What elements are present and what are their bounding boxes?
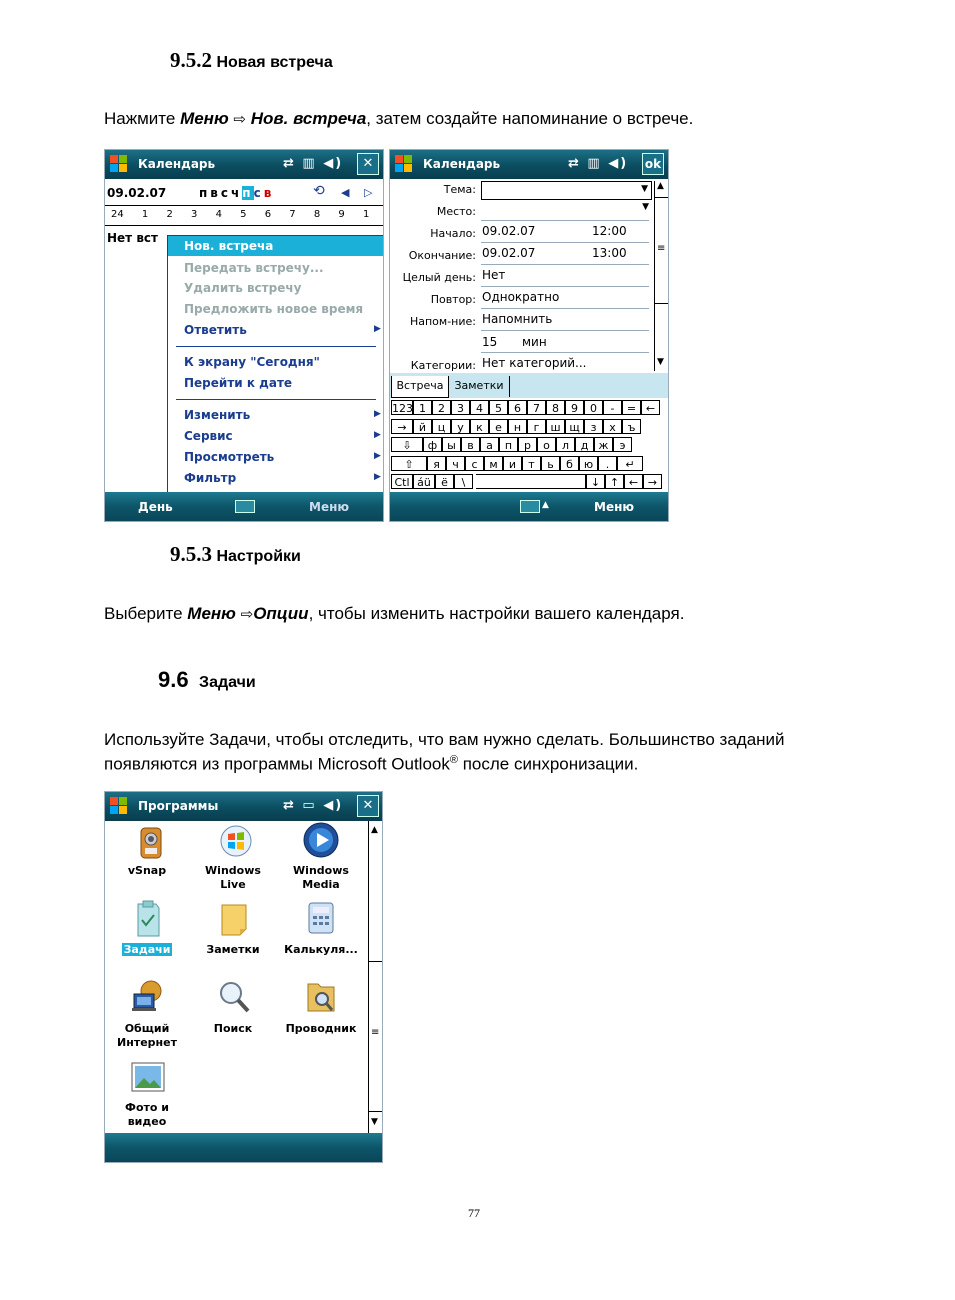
keyboard-key[interactable]: т	[522, 456, 541, 471]
keyboard-key[interactable]: е	[489, 419, 508, 434]
windows-media-icon[interactable]	[303, 822, 333, 856]
grip-icon: ≡	[371, 1027, 380, 1038]
app-label: Заметки	[206, 943, 260, 956]
keyboard-key[interactable]: к	[470, 419, 489, 434]
title-bar	[105, 792, 382, 821]
keyboard-key[interactable]: →	[391, 419, 413, 434]
repeat-label: Повтор:	[430, 293, 476, 306]
menu-term: Нов. встреча	[250, 109, 367, 128]
app-label: Фото и	[125, 1101, 169, 1114]
menu-item-propose: Предложить новое время	[184, 302, 364, 316]
keyboard-key[interactable]: ц	[432, 419, 451, 434]
space-key[interactable]	[476, 474, 586, 489]
text: , чтобы изменить настройки вашего календаря.	[308, 604, 685, 623]
today-icon[interactable]: ⟲	[313, 183, 325, 199]
explorer-icon[interactable]	[305, 978, 335, 1012]
menu-term: Меню	[187, 604, 236, 623]
menu-item-service[interactable]	[184, 429, 384, 443]
keyboard-key[interactable]: 8	[546, 400, 565, 415]
keyboard-key[interactable]: ф	[423, 437, 442, 452]
prev-arrow-icon[interactable]: ◀	[341, 186, 350, 199]
camera-icon[interactable]	[136, 826, 166, 860]
status-icons: ⇄ ▥ ◀)	[568, 156, 629, 171]
keyboard-key[interactable]: 123	[392, 402, 413, 415]
submenu-arrow-icon: ▶	[374, 324, 381, 334]
soft-keyboard	[390, 398, 668, 491]
soft-key-bar	[390, 492, 668, 521]
keyboard-key[interactable]: ч	[446, 456, 465, 471]
keyboard-key[interactable]: ←	[641, 400, 660, 415]
end-label: Окончание:	[408, 249, 476, 262]
app-label: Проводник	[285, 1022, 357, 1035]
scroll-down-icon[interactable]: ▼	[657, 357, 664, 367]
app-label-selected: Задачи	[123, 943, 171, 956]
close-button[interactable]: ✕	[357, 795, 379, 817]
text: появляются из программы Microsoft Outlook	[104, 754, 450, 774]
paragraph-tasks	[104, 729, 904, 775]
category-label: Категории:	[410, 359, 476, 372]
keyboard-key[interactable]: г	[527, 419, 546, 434]
underline	[481, 286, 649, 287]
keyboard-icon[interactable]	[235, 500, 255, 513]
keyboard-key[interactable]: =	[622, 400, 641, 415]
keyboard-key[interactable]: áü	[413, 474, 435, 489]
dropdown-arrow-icon: ▼	[642, 202, 649, 212]
status-icons: ⇄ ▥ ◀)	[283, 156, 344, 171]
app-photo-video[interactable]	[107, 1101, 187, 1129]
app-label: vSnap	[127, 864, 167, 877]
keyboard-key[interactable]: -	[603, 400, 622, 415]
remind-label: Напом-ние:	[409, 315, 476, 328]
weekday: с	[253, 186, 264, 200]
day-number: 5	[240, 209, 247, 220]
photo-video-icon[interactable]	[131, 1062, 161, 1096]
text-line: Используйте Задачи, чтобы отследить, что вам нужно сделать. Большинство заданий	[104, 730, 785, 749]
windows-start-icon[interactable]	[110, 155, 129, 174]
keyboard-key[interactable]: 1	[413, 400, 432, 415]
keyboard-key[interactable]: ↓	[586, 474, 605, 489]
app-label: Live	[220, 878, 246, 891]
allday-value[interactable]: Нет	[482, 268, 506, 282]
keyboard-key[interactable]: а	[480, 437, 499, 452]
scroll-track	[369, 845, 383, 962]
app-calculator[interactable]	[281, 943, 361, 957]
keyboard-key[interactable]: й	[413, 419, 432, 434]
notes-icon[interactable]	[219, 902, 249, 936]
paragraph-settings	[104, 603, 684, 625]
submenu-arrow-icon: ▶	[374, 451, 381, 461]
arrow-icon: ⇨	[240, 606, 254, 623]
soft-key-right[interactable]: Меню	[309, 500, 350, 514]
keyboard-key[interactable]: я	[427, 456, 446, 471]
start-date[interactable]: 09.02.07	[482, 224, 536, 238]
keyboard-key[interactable]: о	[537, 437, 556, 452]
menu-label: Просмотреть	[184, 450, 275, 464]
app-notes[interactable]	[193, 943, 273, 957]
keyboard-key[interactable]: в	[461, 437, 480, 452]
scroll-up-icon[interactable]: ▲	[371, 825, 378, 835]
section-number: 9.5.2	[170, 48, 212, 72]
keyboard-key[interactable]: б	[560, 456, 579, 471]
new-meeting-screen	[389, 149, 669, 522]
app-tasks[interactable]	[107, 943, 187, 957]
menu-item-reply[interactable]	[184, 323, 384, 337]
repeat-value[interactable]: Однократно	[482, 290, 560, 304]
next-arrow-icon[interactable]: ▷	[364, 186, 373, 199]
menu-label: Сервис	[184, 429, 233, 443]
keyboard-key[interactable]: п	[499, 437, 518, 452]
section-title: Новая встреча	[216, 54, 333, 71]
weekday-strip[interactable]	[199, 186, 274, 200]
keyboard-key[interactable]: у	[451, 419, 470, 434]
day-number: 1	[141, 209, 149, 220]
keyboard-key[interactable]: ⇩	[391, 437, 423, 452]
keyboard-key[interactable]: э	[613, 437, 632, 452]
title-bar	[390, 150, 668, 179]
app-label: Калькуля...	[284, 943, 358, 956]
keyboard-key[interactable]: 6	[508, 400, 527, 415]
keyboard-key[interactable]: н	[508, 419, 527, 434]
day-number: 6	[264, 209, 272, 220]
start-time[interactable]: 12:00	[592, 224, 627, 238]
registered-mark: ®	[449, 754, 458, 766]
subject-label: Тема:	[443, 183, 476, 196]
app-label: Интернет	[117, 1036, 177, 1049]
menu-label: Фильтр	[184, 471, 237, 485]
keyboard-key[interactable]: 9	[565, 400, 584, 415]
section-number: 9.6	[158, 667, 189, 692]
calendar-menu-screen	[104, 149, 384, 522]
arrow-icon: ⇨	[233, 111, 246, 128]
soft-key-right[interactable]: Меню	[594, 500, 635, 514]
day-number: 2	[166, 209, 173, 220]
heading-9-5-3	[170, 542, 301, 567]
submenu-arrow-icon: ▶	[374, 430, 381, 440]
app-search[interactable]	[193, 1022, 273, 1036]
divider	[105, 225, 383, 226]
app-label: Windows	[293, 864, 349, 877]
day-number: 24	[111, 209, 124, 220]
menu-item-new-meeting[interactable]: Нов. встреча	[184, 239, 274, 253]
menu-term: Меню	[180, 109, 229, 128]
close-button[interactable]: ✕	[357, 153, 379, 175]
day-number: 8	[313, 209, 321, 220]
title-bar	[105, 150, 383, 179]
keyboard-key[interactable]: ю	[579, 456, 598, 471]
keyboard-key[interactable]: х	[603, 419, 622, 434]
menu-item-forward: Передать встречу...	[184, 261, 324, 275]
keyboard-key[interactable]: ё	[435, 474, 454, 489]
keyboard-key[interactable]: ъ	[622, 419, 641, 434]
weekday: в	[210, 186, 221, 200]
remind-value[interactable]: Напомнить	[482, 312, 553, 326]
keyboard-key[interactable]: 3	[451, 400, 470, 415]
tasks-icon[interactable]	[133, 900, 163, 934]
start-label: Начало:	[430, 227, 476, 240]
menu-separator	[176, 399, 376, 400]
keyboard-key[interactable]: л	[556, 437, 575, 452]
keyboard-key[interactable]: ⇧	[391, 456, 427, 471]
app-internet-sharing[interactable]	[107, 1022, 187, 1050]
weekday: п	[199, 186, 211, 200]
keyboard-key[interactable]: щ	[565, 419, 584, 434]
day-number: 4	[215, 209, 222, 220]
keyboard-key[interactable]: 5	[489, 400, 508, 415]
scroll-down-icon[interactable]: ▼	[371, 1117, 378, 1127]
page-number: 77	[468, 1206, 480, 1220]
window-title: Программы	[138, 799, 219, 813]
windows-start-icon[interactable]	[395, 155, 414, 174]
weekday: ч	[231, 186, 243, 200]
menu-separator	[176, 346, 376, 347]
text-line	[104, 750, 904, 775]
menu-item-edit[interactable]	[184, 408, 384, 422]
soft-key-bar	[105, 492, 383, 521]
keyboard-key[interactable]: и	[503, 456, 522, 471]
app-label: Windows	[205, 864, 261, 877]
keyboard-key[interactable]: \	[454, 474, 473, 489]
place-label: Место:	[436, 205, 476, 218]
keyboard-key[interactable]: 2	[432, 400, 451, 415]
keyboard-key[interactable]: д	[575, 437, 594, 452]
paragraph-new-meeting	[104, 108, 693, 130]
category-value[interactable]: Нет категорий...	[482, 356, 587, 370]
day-number: 7	[289, 209, 296, 220]
underline	[481, 330, 649, 331]
weekday-selected: п	[242, 186, 254, 200]
status-icons: ⇄ ▭ ◀)	[283, 798, 344, 813]
internet-sharing-icon[interactable]	[131, 978, 161, 1012]
context-menu	[167, 235, 384, 493]
subject-input[interactable]	[481, 181, 652, 200]
heading-9-6	[158, 667, 256, 693]
keyboard-key[interactable]: ←	[624, 474, 643, 489]
keyboard-key[interactable]: →	[643, 474, 662, 489]
text: после синхронизации.	[457, 754, 639, 774]
menu-label: Ответить	[184, 323, 247, 337]
section-title: Настройки	[216, 548, 301, 565]
keyboard-key[interactable]: с	[465, 456, 484, 471]
keyboard-key[interactable]: 7	[527, 400, 546, 415]
underline	[481, 264, 649, 265]
keyboard-key[interactable]: ж	[594, 437, 613, 452]
remind-number[interactable]: 15	[482, 335, 498, 349]
window-title: Календарь	[423, 157, 501, 171]
app-explorer[interactable]	[281, 1022, 361, 1036]
keyboard-icon[interactable]	[520, 500, 540, 513]
allday-label: Целый день:	[402, 271, 476, 284]
keyboard-key[interactable]: ↵	[617, 456, 643, 471]
soft-key-bar	[105, 1133, 382, 1162]
search-icon[interactable]	[217, 980, 247, 1014]
date-label: 09.02.07	[107, 186, 167, 200]
day-number: 9	[338, 209, 345, 220]
section-title: Задачи	[199, 674, 256, 691]
keyboard-key[interactable]: ш	[546, 419, 565, 434]
keyboard-menu-arrow-icon[interactable]: ▲	[542, 500, 549, 510]
keyboard-key[interactable]: ь	[541, 456, 560, 471]
keyboard-key[interactable]: ↑	[605, 474, 624, 489]
weekday: с	[220, 186, 232, 200]
keyboard-key[interactable]: Ctl	[391, 474, 413, 489]
menu-item-goto-date[interactable]: Перейти к дате	[184, 376, 293, 390]
calculator-icon[interactable]	[305, 900, 335, 934]
text: Нажмите	[104, 109, 181, 128]
menu-item-delete: Удалить встречу	[184, 281, 302, 295]
grip-icon: ≡	[657, 243, 666, 254]
text: Выберите	[104, 604, 188, 623]
tab-meeting[interactable]: Встреча	[391, 376, 449, 398]
app-label: Поиск	[213, 1022, 253, 1035]
menu-item-view[interactable]	[184, 450, 384, 464]
keyboard-key[interactable]: 0	[584, 400, 603, 415]
menu-item-today[interactable]: К экрану "Сегодня"	[184, 355, 320, 369]
keyboard-key[interactable]: ы	[442, 437, 461, 452]
soft-key-left[interactable]: День	[138, 500, 173, 514]
end-date[interactable]: 09.02.07	[482, 246, 536, 260]
keyboard-key[interactable]: м	[484, 456, 503, 471]
app-label: Media	[302, 878, 340, 891]
day-number: 3	[191, 209, 198, 220]
app-vsnap[interactable]	[107, 864, 187, 878]
underline	[481, 220, 649, 221]
scrollbar[interactable]	[654, 181, 668, 371]
windows-start-icon[interactable]	[110, 797, 129, 816]
window-title: Календарь	[138, 157, 216, 171]
underline	[481, 308, 649, 309]
app-label: Общий	[124, 1022, 170, 1035]
keyboard-key[interactable]: з	[584, 419, 603, 434]
day-number: 1	[362, 209, 370, 220]
text: , затем создайте напоминание о встрече.	[366, 109, 694, 128]
keyboard-key[interactable]: .	[598, 456, 617, 471]
day-row	[111, 209, 369, 220]
keyboard-key[interactable]: 4	[470, 400, 489, 415]
submenu-arrow-icon: ▶	[374, 409, 381, 419]
keyboard-key[interactable]: р	[518, 437, 537, 452]
windows-live-icon[interactable]	[219, 824, 249, 858]
underline	[481, 352, 649, 353]
tab-notes[interactable]: Заметки	[449, 376, 510, 397]
underline	[481, 242, 649, 243]
section-number: 9.5.3	[170, 542, 212, 566]
divider	[105, 205, 383, 206]
app-windows-live[interactable]	[193, 864, 273, 892]
app-windows-media[interactable]	[281, 864, 361, 892]
scroll-up-icon[interactable]: ▲	[657, 181, 664, 191]
no-meetings-text: Нет вст	[107, 231, 158, 245]
place-input[interactable]	[481, 201, 652, 219]
heading-9-5-2	[170, 48, 333, 73]
app-label: видео	[127, 1115, 167, 1128]
menu-term: Опции	[253, 604, 309, 623]
submenu-arrow-icon: ▶	[374, 472, 381, 482]
dropdown-arrow-icon: ▼	[641, 184, 648, 194]
ok-button[interactable]: ok	[642, 153, 664, 175]
end-time[interactable]: 13:00	[592, 246, 627, 260]
programs-screen	[104, 791, 383, 1163]
remind-unit[interactable]: мин	[522, 335, 547, 349]
weekday: в	[263, 186, 275, 200]
menu-item-filter[interactable]	[184, 471, 384, 485]
menu-label: Изменить	[184, 408, 251, 422]
scrollbar[interactable]	[368, 821, 383, 1133]
